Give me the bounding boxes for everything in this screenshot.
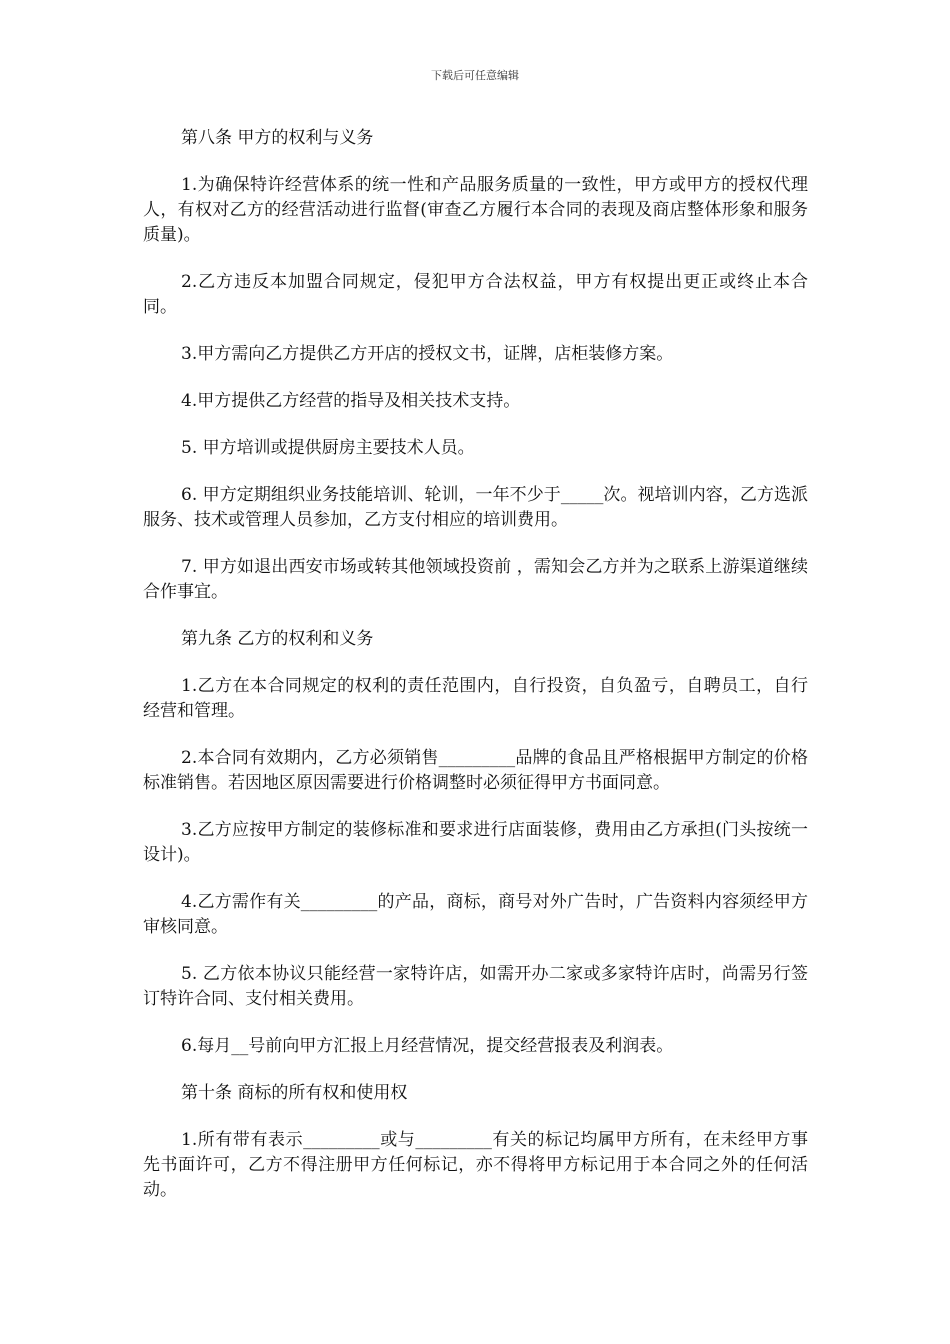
- clause-8-1: 1.为确保特许经营体系的统一性和产品服务质量的一致性，甲方或甲方的授权代理人，有权对乙方的经营活动进行监督(审查乙方履行本合同的表现及商店整体形象和服务质量)。: [143, 175, 808, 245]
- clause-9-1: 1.乙方在本合同规定的权利的责任范围内，自行投资，自负盈亏，自聘员工，自行经营和管理。: [143, 676, 808, 721]
- clause-9-3: 3.乙方应按甲方制定的装修标准和要求进行店面装修，费用由乙方承担(门头按统一设计)。: [143, 820, 808, 865]
- clause-8-3: 3.甲方需向乙方提供乙方开店的授权文书，证牌，店柜装修方案。: [181, 344, 674, 364]
- contract-body: [143, 126, 808, 1225]
- section-heading-article-8: 第八条 甲方的权利与义务: [181, 128, 374, 148]
- clause-8-5: 5. 甲方培训或提供厨房主要技术人员。: [181, 438, 475, 458]
- clause-9-5: 5. 乙方依本协议只能经营一家特许店，如需开办二家或多家特许店时，尚需另行签订特许合同、支付相关费用。: [143, 964, 808, 1009]
- section-heading-article-10: 第十条 商标的所有权和使用权: [181, 1083, 408, 1103]
- clause-8-4: 4.甲方提供乙方经营的指导及相关技术支持。: [181, 391, 521, 411]
- clause-8-6: 6. 甲方定期组织业务技能培训、轮训，一年不少于_____次。视培训内容，乙方选派服务、技术或管理人员参加，乙方支付相应的培训费用。: [143, 485, 808, 530]
- header-note: 下载后可任意编辑: [431, 69, 519, 82]
- clause-9-4: 4.乙方需作有关_________的产品，商标，商号对外广告时，广告资料内容须经甲方审核同意。: [143, 892, 808, 937]
- clause-10-1: 1.所有带有表示_________或与_________有关的标记均属甲方所有，在未经甲方事先书面许可，乙方不得注册甲方任何标记，亦不得将甲方标记用于本合同之外的任何活动。: [143, 1130, 808, 1200]
- clause-9-2: 2.本合同有效期内，乙方必须销售_________品牌的食品且严格根据甲方制定的价格标准销售。若因地区原因需要进行价格调整时必须征得甲方书面同意。: [143, 748, 808, 793]
- clause-9-6: 6.每月__号前向甲方汇报上月经营情况，提交经营报表及利润表。: [181, 1036, 674, 1056]
- clause-8-7: 7. 甲方如退出西安市场或转其他领域投资前 ，需知会乙方并为之联系上游渠道继续合作事宜。: [143, 557, 808, 602]
- section-heading-article-9: 第九条 乙方的权利和义务: [181, 629, 374, 649]
- clause-8-2: 2.乙方违反本加盟合同规定，侵犯甲方合法权益，甲方有权提出更正或终止本合同。: [143, 272, 808, 317]
